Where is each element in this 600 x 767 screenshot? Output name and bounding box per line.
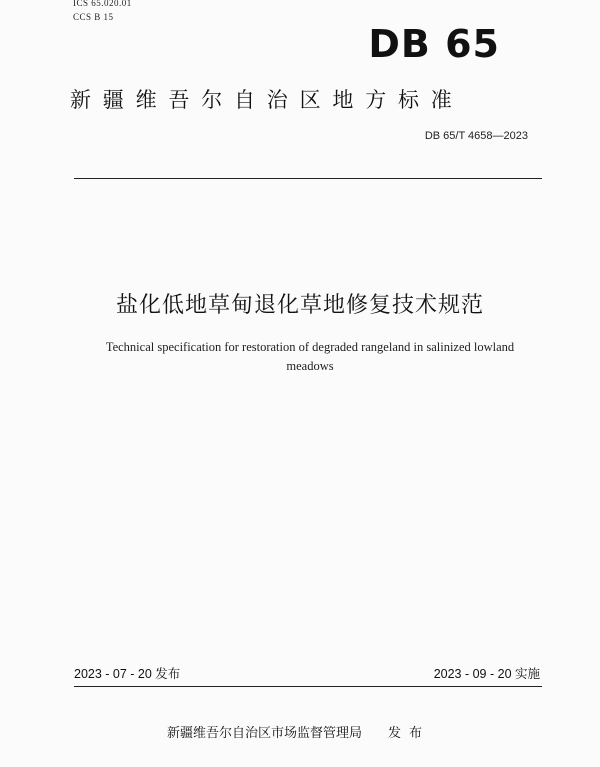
standard-logo: DB 65 [368, 22, 500, 66]
ccs-code: CCS B 15 [73, 12, 114, 22]
title-english [70, 338, 550, 376]
standard-number: DB 65/T 4658—2023 [424, 130, 528, 142]
top-divider [74, 178, 542, 179]
bottom-divider [74, 686, 542, 687]
ics-code: ICS 65.020.01 [73, 0, 132, 8]
title-english-line2: meadows [286, 359, 334, 373]
issuing-action: 发布 [388, 726, 431, 741]
issuing-authority-line [167, 722, 430, 741]
title-chinese: 盐化低地草甸退化草地修复技术规范 [115, 293, 484, 318]
issuer-heading: 新疆维吾尔自治区地方标准 [70, 88, 464, 112]
effective-date: 2023 - 09 - 20 实施 [433, 667, 540, 681]
issuing-authority: 新疆维吾尔自治区市场监督管理局 [167, 726, 363, 741]
issue-date: 2023 - 07 - 20 发布 [74, 667, 181, 681]
title-english-line1: Technical specification for restoration of degraded rangeland in salinized lowland [105, 340, 515, 354]
